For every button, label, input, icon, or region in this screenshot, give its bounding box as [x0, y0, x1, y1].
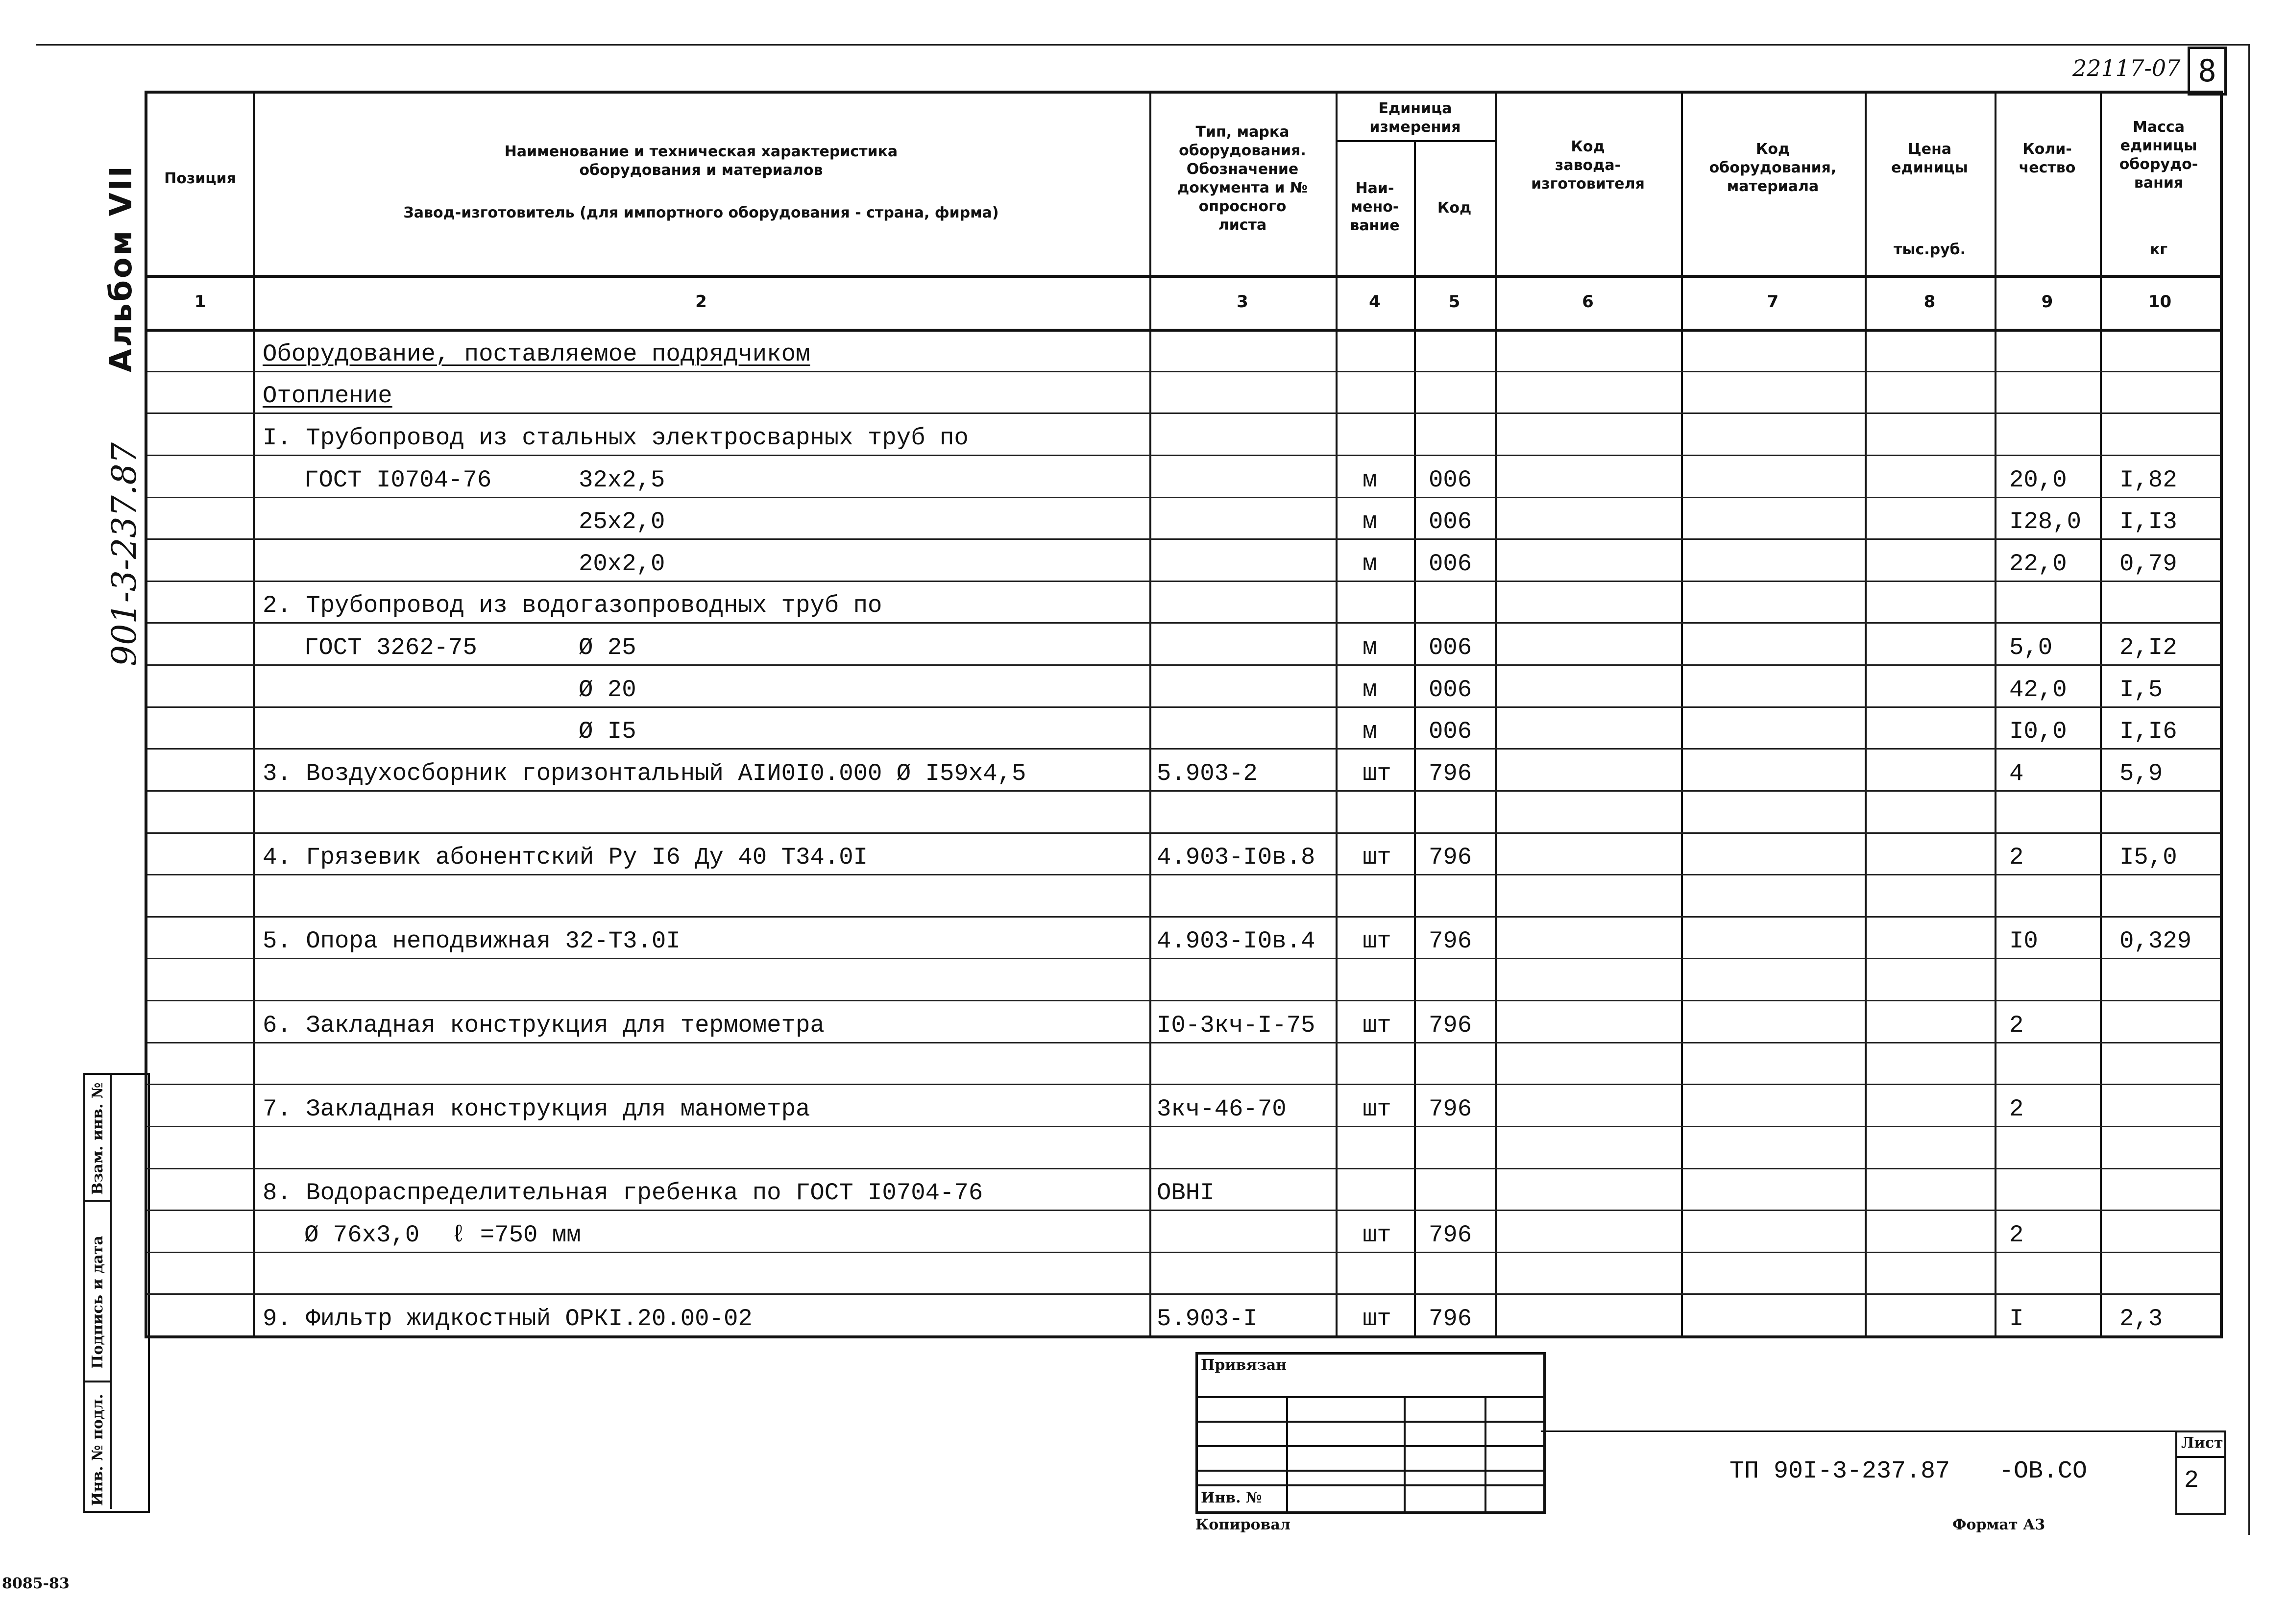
table-row [147, 706, 2220, 749]
item-unit: шт [1363, 1305, 1391, 1333]
item-unit: м [1363, 508, 1377, 536]
item-size: Ø I5 [579, 718, 636, 746]
top-right-code: 22117-07 [2072, 55, 2181, 81]
table-row [147, 622, 2220, 664]
item-name: 8. Водораспределительная гребенка по ГОСТ I0704-76 [263, 1179, 983, 1207]
footer-format: Формат А3 [1952, 1516, 2045, 1533]
item-code: 796 [1429, 1305, 1472, 1333]
table-row [147, 1210, 2220, 1252]
table-row [147, 916, 2220, 958]
document-suffix: -ОВ.СО [1999, 1457, 2088, 1485]
item-name: 6. Закладная конструкция для термометра [263, 1011, 825, 1039]
item-type: 5.903-I [1157, 1305, 1258, 1333]
item-name: ГОСТ 3262-75 [304, 634, 477, 661]
sheet-label: Лист [2181, 1434, 2223, 1452]
table-row [147, 832, 2220, 874]
table-row [147, 1252, 2220, 1294]
item-code: 796 [1429, 844, 1472, 872]
stamp-vline [1485, 1396, 1486, 1511]
header-text-line: изготовителя [1531, 175, 1645, 193]
column-number: 10 [2148, 292, 2172, 312]
header-text-line: вание [1350, 217, 1400, 234]
item-unit: шт [1363, 759, 1391, 787]
table-row [147, 455, 2220, 497]
item-quantity: I [2009, 1305, 2024, 1333]
item-size: 25х2,0 [579, 508, 665, 536]
item-unit: м [1363, 634, 1377, 661]
item-quantity: 42,0 [2009, 676, 2067, 703]
table-row [147, 412, 2220, 455]
header-name-line2: оборудования и материалов [579, 162, 823, 179]
item-unit: м [1363, 466, 1377, 494]
table-row [147, 874, 2220, 916]
item-code: 006 [1429, 550, 1472, 578]
header-position: Позиция [164, 170, 236, 187]
header-type [1149, 123, 1336, 235]
stamp-line [1198, 1484, 1543, 1486]
header-text-line: Коли- [2022, 141, 2072, 158]
album-project-number: 901-3-237.87 [105, 442, 144, 666]
sheet-tab: 8 [2188, 47, 2227, 96]
table-row [147, 748, 2220, 790]
header-text-line: Единица [1378, 100, 1452, 117]
column-number: 2 [695, 292, 707, 312]
item-quantity: 4 [2009, 759, 2024, 787]
footer-form-code: 8085-83 [2, 1575, 70, 1592]
item-mass: I5,0 [2119, 844, 2177, 872]
table-row [147, 790, 2220, 832]
column-number: 4 [1369, 292, 1381, 312]
binding-stamp [1195, 1352, 1546, 1514]
item-name: 2. Трубопровод из водогазопроводных труб по [263, 592, 882, 620]
table-row [147, 958, 2220, 1000]
column-number: 7 [1767, 292, 1779, 312]
item-size: 20х2,0 [579, 550, 665, 578]
stamp-vline [1286, 1396, 1288, 1511]
header-price [1865, 140, 1995, 177]
item-unit: м [1363, 718, 1377, 746]
header-price-unit: тыс.руб. [1893, 241, 1966, 258]
item-quantity: 2 [2009, 1221, 2024, 1249]
side-stamp [83, 1073, 150, 1513]
sheet-number: 2 [2184, 1467, 2199, 1495]
table-row [147, 1000, 2220, 1042]
item-quantity: 5,0 [2009, 634, 2053, 661]
column-number: 9 [2041, 292, 2053, 312]
title-block-line [1541, 1430, 2175, 1432]
header-text-line: оборудования, [1709, 159, 1837, 176]
header-text-line: завода- [1555, 157, 1621, 174]
stamp-privyazan-label: Привязан [1201, 1357, 1287, 1374]
item-mass: 0,79 [2119, 550, 2177, 578]
item-type: 3кч-46-70 [1157, 1095, 1287, 1123]
item-name: ГОСТ I0704-76 [304, 466, 492, 494]
header-quantity [1995, 140, 2100, 177]
header-text-line: опросного [1198, 198, 1287, 215]
header-text-line: единицы [1891, 159, 1968, 176]
header-text-line: Наи- [1355, 180, 1394, 197]
item-name: Ø 76х3,0 [304, 1221, 420, 1249]
item-type: 4.903-I0в.8 [1157, 844, 1315, 872]
table-row [147, 1084, 2220, 1126]
side-podpis-label: Подпись и дата [89, 1236, 106, 1369]
header-text-line: Цена [1907, 141, 1952, 158]
item-quantity: I0 [2009, 927, 2038, 955]
item-code: 796 [1429, 1221, 1472, 1249]
sheet-number-box [2175, 1430, 2226, 1515]
footer-copied: Копировал [1195, 1516, 1290, 1533]
item-quantity: 2 [2009, 844, 2024, 872]
sheet-box-line [2177, 1456, 2224, 1458]
column-number: 8 [1923, 292, 1936, 312]
item-code: 006 [1429, 508, 1472, 536]
item-mass: I,82 [2119, 466, 2177, 494]
album-label: Альбом VII [103, 164, 139, 372]
item-unit: м [1363, 676, 1377, 703]
header-mass-unit: кг [2149, 241, 2168, 258]
item-quantity: 22,0 [2009, 550, 2067, 578]
stamp-line [1198, 1421, 1543, 1423]
header-text-line: единицы [2120, 137, 2197, 154]
item-code: 796 [1429, 759, 1472, 787]
item-quantity: 2 [2009, 1095, 2024, 1123]
item-size: Ø 20 [579, 676, 636, 703]
header-text-line: Тип, марка [1195, 123, 1290, 141]
header-name-line3: Завод-изготовитель (для импортного оборудования - страна, фирма) [403, 204, 999, 221]
table-row [147, 581, 2220, 623]
item-mass: I,5 [2119, 676, 2163, 703]
item-mass: 0,329 [2119, 927, 2192, 955]
header-text-line: листа [1218, 217, 1267, 234]
side-vzam-label: Взам. инв. № [89, 1082, 106, 1195]
item-name: I. Трубопровод из стальных электросварных труб по [263, 424, 969, 452]
table-row [147, 1168, 2220, 1210]
item-code: 796 [1429, 1095, 1472, 1123]
item-length: ℓ =750 мм [451, 1221, 581, 1249]
header-material-code [1681, 140, 1865, 196]
item-unit: шт [1363, 1011, 1391, 1039]
item-mass: 2,I2 [2119, 634, 2177, 661]
table-row [147, 497, 2220, 539]
item-code: 006 [1429, 676, 1472, 703]
item-size: 32х2,5 [579, 466, 665, 494]
item-code: 006 [1429, 718, 1472, 746]
item-type: 4.903-I0в.4 [1157, 927, 1315, 955]
header-text-line: оборудо- [2119, 156, 2198, 173]
column-number: 1 [194, 292, 206, 312]
item-code: 796 [1429, 927, 1472, 955]
document-designation: ТП 90I-3-237.87 [1729, 1457, 1950, 1485]
item-name: 3. Воздухосборник горизонтальный АIИ0I0.000 Ø I59х4,5 [263, 759, 1026, 787]
item-name: 4. Грязевик абонентский Ру I6 Ду 40 Т34.0I [263, 844, 868, 872]
item-code: 006 [1429, 466, 1472, 494]
header-text-line: документа и № [1177, 179, 1308, 196]
item-quantity: I28,0 [2009, 508, 2082, 536]
side-inv-label: Инв. № подл. [89, 1394, 106, 1506]
header-text-line: Код [1571, 138, 1605, 155]
table-row [147, 538, 2220, 581]
item-unit: шт [1363, 844, 1391, 872]
header-text-line: оборудования. [1179, 142, 1306, 159]
table-row [147, 1042, 2220, 1084]
table-row [147, 664, 2220, 706]
item-code: 796 [1429, 1011, 1472, 1039]
item-name: 5. Опора неподвижная 32-Т3.0I [263, 927, 681, 955]
item-mass: 5,9 [2119, 759, 2163, 787]
table-row [147, 1126, 2220, 1168]
header-text-line: Код [1755, 141, 1790, 158]
item-name: Отопление [263, 382, 392, 410]
stamp-vline [1404, 1396, 1406, 1511]
item-size: Ø 25 [579, 634, 636, 661]
item-mass: I,I6 [2119, 718, 2177, 746]
column-number: 6 [1582, 292, 1594, 312]
item-unit: шт [1363, 1095, 1391, 1123]
header-text-line: Масса [2133, 119, 2185, 136]
item-type: I0-3кч-I-75 [1157, 1011, 1315, 1039]
unit-group-divider [1336, 140, 1495, 142]
column-number: 5 [1448, 292, 1460, 312]
stamp-line [1198, 1470, 1543, 1472]
header-mass [2100, 118, 2217, 193]
header-text-line: мено- [1350, 198, 1399, 216]
table-row [147, 1293, 2220, 1335]
header-text-line: вания [2134, 174, 2184, 192]
header-rule [147, 275, 2220, 278]
header-text-line: измерения [1369, 119, 1461, 136]
item-unit: шт [1363, 927, 1391, 955]
header-factory-code [1495, 138, 1681, 194]
header-unit-group [1336, 99, 1495, 137]
item-quantity: 2 [2009, 1011, 2024, 1039]
item-name: 9. Фильтр жидкостный ОРКI.20.00-02 [263, 1305, 753, 1333]
stamp-line [1198, 1396, 1543, 1398]
item-code: 006 [1429, 634, 1472, 661]
header-unit-name [1336, 179, 1414, 235]
item-type: 5.903-2 [1157, 759, 1258, 787]
table-row [147, 371, 2220, 413]
item-mass: I,I3 [2119, 508, 2177, 536]
item-unit: м [1363, 550, 1377, 578]
item-type: ОВНI [1157, 1179, 1215, 1207]
item-name: 7. Закладная конструкция для манометра [263, 1095, 810, 1123]
header-text-line: Обозначение [1186, 161, 1299, 178]
item-quantity: I0,0 [2009, 718, 2067, 746]
stamp-inv-label: Инв. № [1201, 1489, 1262, 1506]
header-text-line: чество [2019, 159, 2076, 176]
column-number: 3 [1237, 292, 1248, 312]
item-unit: шт [1363, 1221, 1391, 1249]
header-name-line1: Наименование и техническая характеристика [504, 143, 898, 160]
item-name: Оборудование, поставляемое подрядчиком [263, 340, 810, 368]
stamp-line [1198, 1445, 1543, 1447]
header-text-line: материала [1727, 178, 1819, 195]
specification-table [145, 91, 2223, 1338]
header-unit-code: Код [1437, 199, 1472, 217]
item-mass: 2,3 [2119, 1305, 2163, 1333]
table-row [147, 329, 2220, 371]
item-quantity: 20,0 [2009, 466, 2067, 494]
